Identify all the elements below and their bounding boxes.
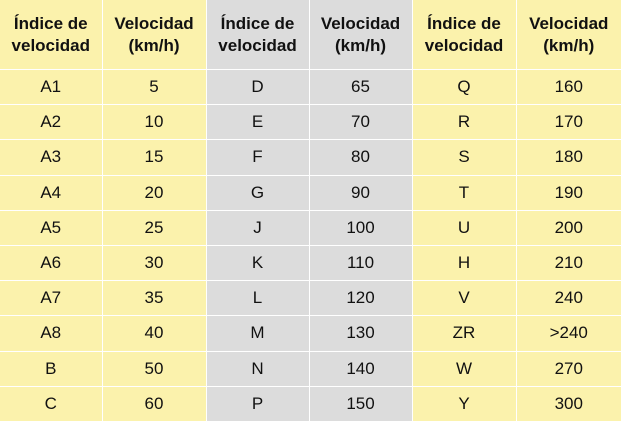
speed-value-cell: 5 [102, 70, 206, 105]
speed-value-cell: 40 [102, 316, 206, 351]
header-speed-group-1 [102, 0, 206, 70]
speed-value-cell: 70 [309, 105, 412, 140]
speed-index-cell: F [206, 140, 309, 175]
table-row [0, 281, 621, 316]
speed-index-cell: A8 [0, 316, 102, 351]
header-speed-line1: Velocidad [320, 13, 401, 33]
header-speed-line2: (km/h) [335, 35, 386, 55]
speed-index-cell: C [0, 386, 102, 421]
speed-value-cell: 20 [102, 175, 206, 210]
speed-index-cell: A6 [0, 245, 102, 280]
speed-value-cell: 15 [102, 140, 206, 175]
speed-value-cell: 100 [309, 210, 412, 245]
header-index-line1: Índice de [220, 13, 295, 33]
speed-value-cell: 160 [516, 70, 621, 105]
speed-index-cell: D [206, 70, 309, 105]
header-index-group-3 [412, 0, 516, 70]
header-index-line2: velocidad [218, 35, 297, 55]
speed-index-cell: N [206, 351, 309, 386]
header-speed-line1: Velocidad [529, 13, 609, 33]
speed-value-cell: 35 [102, 281, 206, 316]
speed-value-cell: 180 [516, 140, 621, 175]
speed-value-cell: 65 [309, 70, 412, 105]
speed-value-cell: 300 [516, 386, 621, 421]
header-index-line1: Índice de [427, 13, 501, 33]
table-row [0, 351, 621, 386]
speed-index-cell: U [412, 210, 516, 245]
speed-index-cell: M [206, 316, 309, 351]
header-speed-line2: (km/h) [128, 35, 180, 55]
table-row [0, 140, 621, 175]
speed-value-cell: 170 [516, 105, 621, 140]
speed-value-cell: 60 [102, 386, 206, 421]
speed-index-cell: A4 [0, 175, 102, 210]
table-row [0, 386, 621, 421]
speed-value-cell: 190 [516, 175, 621, 210]
speed-value-cell: 240 [516, 281, 621, 316]
speed-value-cell: 110 [309, 245, 412, 280]
header-speed-group-2 [309, 0, 412, 70]
speed-index-cell: T [412, 175, 516, 210]
speed-index-cell: P [206, 386, 309, 421]
speed-index-cell: K [206, 245, 309, 280]
speed-index-cell: A3 [0, 140, 102, 175]
header-index-line2: velocidad [11, 35, 90, 55]
header-index-group-1 [0, 0, 102, 70]
table-row [0, 105, 621, 140]
speed-index-cell: R [412, 105, 516, 140]
speed-value-cell: 90 [309, 175, 412, 210]
table-row [0, 245, 621, 280]
speed-index-cell: G [206, 175, 309, 210]
speed-index-cell: H [412, 245, 516, 280]
speed-index-cell: J [206, 210, 309, 245]
speed-index-cell: ZR [412, 316, 516, 351]
speed-index-cell: W [412, 351, 516, 386]
speed-value-cell: 80 [309, 140, 412, 175]
speed-index-cell: Y [412, 386, 516, 421]
speed-value-cell: 140 [309, 351, 412, 386]
speed-value-cell: >240 [516, 316, 621, 351]
table-row [0, 210, 621, 245]
header-speed-group-3 [516, 0, 621, 70]
speed-value-cell: 270 [516, 351, 621, 386]
table-header-row [0, 0, 621, 70]
speed-value-cell: 50 [102, 351, 206, 386]
speed-value-cell: 25 [102, 210, 206, 245]
header-speed-line1: Velocidad [114, 13, 194, 33]
speed-value-cell: 30 [102, 245, 206, 280]
speed-value-cell: 130 [309, 316, 412, 351]
header-index-group-2 [206, 0, 309, 70]
speed-index-cell: S [412, 140, 516, 175]
speed-index-cell: A7 [0, 281, 102, 316]
speed-index-cell: E [206, 105, 309, 140]
speed-value-cell: 210 [516, 245, 621, 280]
table-body [0, 70, 621, 421]
speed-index-cell: Q [412, 70, 516, 105]
speed-index-cell: V [412, 281, 516, 316]
speed-value-cell: 150 [309, 386, 412, 421]
table-row [0, 316, 621, 351]
table-row [0, 175, 621, 210]
speed-index-cell: L [206, 281, 309, 316]
header-index-line1: Índice de [13, 13, 88, 33]
speed-index-cell: A1 [0, 70, 102, 105]
speed-index-cell: A2 [0, 105, 102, 140]
speed-value-cell: 120 [309, 281, 412, 316]
speed-index-cell: B [0, 351, 102, 386]
speed-value-cell: 200 [516, 210, 621, 245]
header-index-line2: velocidad [424, 35, 504, 55]
speed-index-cell: A5 [0, 210, 102, 245]
speed-value-cell: 10 [102, 105, 206, 140]
table-row [0, 70, 621, 105]
header-speed-line2: (km/h) [543, 35, 595, 55]
